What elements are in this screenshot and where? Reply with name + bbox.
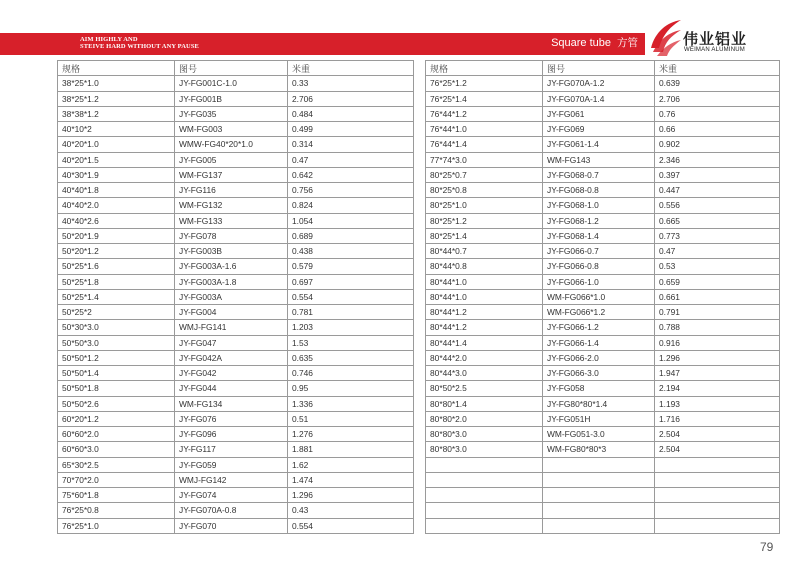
cell-part-number: WM-FG143: [543, 152, 655, 167]
cell-meter-weight: 0.665: [655, 213, 780, 228]
cell-spec: 50*25*1.8: [58, 274, 175, 289]
table-row: [58, 366, 414, 381]
cell-part-number: JY-FG068-0.7: [543, 167, 655, 182]
cell-meter-weight: 0.554: [288, 289, 414, 304]
cell-spec: [426, 488, 543, 503]
table-row: [58, 396, 414, 411]
cell-spec: 50*25*1.6: [58, 259, 175, 274]
table-row: [426, 335, 780, 350]
table-row: [58, 91, 414, 106]
table-row: [58, 320, 414, 335]
cell-spec: 76*44*1.4: [426, 137, 543, 152]
header-spec: 规格: [426, 61, 543, 76]
cell-part-number: JY-FG078: [175, 228, 288, 243]
table-row: [58, 411, 414, 426]
header-spec: 规格: [58, 61, 175, 76]
cell-meter-weight: 0.66: [655, 122, 780, 137]
page-number: 79: [760, 540, 774, 554]
cell-spec: 80*50*2.5: [426, 381, 543, 396]
cell-meter-weight: [655, 472, 780, 487]
cell-spec: 80*25*1.2: [426, 213, 543, 228]
table-row: [426, 320, 780, 335]
table-row: [426, 442, 780, 457]
slogan: [80, 36, 199, 50]
cell-meter-weight: 0.47: [288, 152, 414, 167]
cell-part-number: JY-FG003A-1.8: [175, 274, 288, 289]
cell-part-number: JY-FG068-1.2: [543, 213, 655, 228]
table-row: [426, 350, 780, 365]
cell-part-number: [543, 472, 655, 487]
cell-part-number: JY-FG070A-1.2: [543, 76, 655, 91]
cell-meter-weight: 1.53: [288, 335, 414, 350]
cell-part-number: JY-FG044: [175, 381, 288, 396]
table-row: [426, 137, 780, 152]
table-row: [58, 122, 414, 137]
cell-part-number: JY-FG035: [175, 106, 288, 121]
cell-meter-weight: 1.336: [288, 396, 414, 411]
cell-meter-weight: 0.43: [288, 503, 414, 518]
cell-spec: 76*25*1.2: [426, 76, 543, 91]
slogan-line-1: AIM HIGHLY AND: [80, 36, 138, 43]
cell-meter-weight: 2.194: [655, 381, 780, 396]
header-meter-weight: 米重: [288, 61, 414, 76]
cell-part-number: [543, 503, 655, 518]
cell-spec: 38*38*1.2: [58, 106, 175, 121]
table-row: [58, 198, 414, 213]
cell-spec: [426, 518, 543, 533]
cell-part-number: JY-FG068-1.4: [543, 228, 655, 243]
cell-spec: 80*44*1.0: [426, 289, 543, 304]
table-row: [426, 503, 780, 518]
cell-spec: 40*40*2.0: [58, 198, 175, 213]
cell-part-number: JY-FG061: [543, 106, 655, 121]
cell-meter-weight: 0.661: [655, 289, 780, 304]
cell-meter-weight: 0.438: [288, 244, 414, 259]
cell-meter-weight: 0.447: [655, 183, 780, 198]
cell-part-number: JY-FG004: [175, 305, 288, 320]
cell-part-number: WMJ-FG142: [175, 472, 288, 487]
cell-spec: [426, 457, 543, 472]
cell-meter-weight: 0.756: [288, 183, 414, 198]
cell-part-number: JY-FG042A: [175, 350, 288, 365]
cell-meter-weight: 1.296: [655, 350, 780, 365]
table-row: [426, 472, 780, 487]
cell-meter-weight: 0.902: [655, 137, 780, 152]
table-row: [426, 244, 780, 259]
cell-meter-weight: 1.193: [655, 396, 780, 411]
cell-meter-weight: 1.054: [288, 213, 414, 228]
cell-part-number: JY-FG001C-1.0: [175, 76, 288, 91]
cell-spec: 80*44*1.0: [426, 274, 543, 289]
cell-spec: 38*25*1.2: [58, 91, 175, 106]
cell-spec: 80*80*1.4: [426, 396, 543, 411]
cell-meter-weight: 0.579: [288, 259, 414, 274]
table-row: [426, 198, 780, 213]
cell-spec: 76*44*1.0: [426, 122, 543, 137]
cell-part-number: WM-FG134: [175, 396, 288, 411]
table-row: [426, 106, 780, 121]
cell-part-number: JY-FG80*80*1.4: [543, 396, 655, 411]
spec-table-right: [425, 60, 780, 534]
table-row: [426, 91, 780, 106]
cell-spec: 50*50*1.8: [58, 381, 175, 396]
table-body: [58, 76, 414, 534]
cell-part-number: JY-FG066-1.4: [543, 335, 655, 350]
table-row: [426, 457, 780, 472]
cell-part-number: JY-FG003A: [175, 289, 288, 304]
cell-part-number: JY-FG068-1.0: [543, 198, 655, 213]
cell-meter-weight: 1.276: [288, 427, 414, 442]
cell-spec: 77*74*3.0: [426, 152, 543, 167]
logo-swoosh-icon: [649, 18, 683, 58]
cell-meter-weight: [655, 518, 780, 533]
cell-part-number: JY-FG068-0.8: [543, 183, 655, 198]
cell-meter-weight: 0.642: [288, 167, 414, 182]
cell-meter-weight: 0.51: [288, 411, 414, 426]
header-part-number: 图号: [543, 61, 655, 76]
table-row: [426, 518, 780, 533]
cell-part-number: JY-FG076: [175, 411, 288, 426]
cell-meter-weight: 0.781: [288, 305, 414, 320]
table-row: [426, 488, 780, 503]
cell-meter-weight: 0.499: [288, 122, 414, 137]
cell-part-number: JY-FG096: [175, 427, 288, 442]
cell-spec: 40*30*1.9: [58, 167, 175, 182]
cell-meter-weight: 2.346: [655, 152, 780, 167]
table-row: [426, 76, 780, 91]
cell-spec: 80*80*3.0: [426, 427, 543, 442]
cell-part-number: JY-FG070A-0.8: [175, 503, 288, 518]
cell-meter-weight: 2.706: [288, 91, 414, 106]
cell-spec: 50*20*1.9: [58, 228, 175, 243]
slogan-line-2: STEIVE HARD WITHOUT ANY PAUSE: [80, 43, 199, 50]
cell-spec: 80*25*0.8: [426, 183, 543, 198]
cell-part-number: JY-FG051H: [543, 411, 655, 426]
cell-part-number: [543, 518, 655, 533]
brand-name-cn: 伟业铝业: [683, 30, 748, 48]
cell-spec: 76*44*1.2: [426, 106, 543, 121]
cell-spec: 60*60*2.0: [58, 427, 175, 442]
cell-meter-weight: 0.53: [655, 259, 780, 274]
table-row: [58, 183, 414, 198]
table-row: [426, 274, 780, 289]
cell-spec: 60*60*3.0: [58, 442, 175, 457]
table-row: [426, 396, 780, 411]
table-row: [58, 76, 414, 91]
cell-part-number: WM-FG066*1.2: [543, 305, 655, 320]
cell-meter-weight: 0.95: [288, 381, 414, 396]
cell-part-number: JY-FG066-1.2: [543, 320, 655, 335]
table-row: [58, 503, 414, 518]
cell-part-number: JY-FG003B: [175, 244, 288, 259]
cell-part-number: JY-FG042: [175, 366, 288, 381]
table-row: [58, 427, 414, 442]
cell-spec: 75*60*1.8: [58, 488, 175, 503]
cell-part-number: WMW-FG40*20*1.0: [175, 137, 288, 152]
table-row: [58, 488, 414, 503]
table-header-row: [58, 61, 414, 76]
cell-spec: 50*50*1.2: [58, 350, 175, 365]
cell-part-number: JY-FG070A-1.4: [543, 91, 655, 106]
cell-meter-weight: 0.47: [655, 244, 780, 259]
cell-part-number: JY-FG061-1.4: [543, 137, 655, 152]
table-body: [426, 76, 780, 534]
cell-meter-weight: 1.716: [655, 411, 780, 426]
cell-part-number: [543, 488, 655, 503]
category-title-zh: 方管: [617, 37, 638, 49]
cell-meter-weight: 0.397: [655, 167, 780, 182]
cell-part-number: WMJ-FG141: [175, 320, 288, 335]
table-row: [426, 213, 780, 228]
cell-meter-weight: 0.556: [655, 198, 780, 213]
cell-spec: 50*50*2.6: [58, 396, 175, 411]
cell-spec: 80*44*1.2: [426, 305, 543, 320]
cell-spec: 50*25*2: [58, 305, 175, 320]
cell-meter-weight: 0.33: [288, 76, 414, 91]
table-row: [426, 183, 780, 198]
cell-meter-weight: 0.746: [288, 366, 414, 381]
cell-spec: 80*44*0.8: [426, 259, 543, 274]
cell-meter-weight: 0.788: [655, 320, 780, 335]
table-row: [426, 366, 780, 381]
cell-spec: 80*25*1.4: [426, 228, 543, 243]
cell-part-number: WM-FG003: [175, 122, 288, 137]
cell-part-number: WM-FG066*1.0: [543, 289, 655, 304]
cell-spec: 38*25*1.0: [58, 76, 175, 91]
table-row: [426, 289, 780, 304]
table-row: [58, 305, 414, 320]
cell-meter-weight: 2.504: [655, 442, 780, 457]
cell-part-number: JY-FG066-0.8: [543, 259, 655, 274]
cell-meter-weight: 0.689: [288, 228, 414, 243]
cell-spec: 80*44*3.0: [426, 366, 543, 381]
cell-meter-weight: [655, 457, 780, 472]
cell-part-number: WM-FG133: [175, 213, 288, 228]
cell-spec: 40*40*2.6: [58, 213, 175, 228]
cell-spec: 76*25*0.8: [58, 503, 175, 518]
table-row: [58, 274, 414, 289]
cell-part-number: WM-FG051-3.0: [543, 427, 655, 442]
table-row: [58, 457, 414, 472]
cell-spec: 80*44*1.2: [426, 320, 543, 335]
table-row: [58, 244, 414, 259]
cell-part-number: JY-FG066-1.0: [543, 274, 655, 289]
cell-meter-weight: 1.881: [288, 442, 414, 457]
cell-part-number: JY-FG066-3.0: [543, 366, 655, 381]
category-title: [551, 35, 638, 50]
cell-meter-weight: 0.916: [655, 335, 780, 350]
table-row: [58, 472, 414, 487]
cell-part-number: JY-FG005: [175, 152, 288, 167]
cell-meter-weight: 0.554: [288, 518, 414, 533]
cell-meter-weight: 0.824: [288, 198, 414, 213]
table-row: [426, 228, 780, 243]
cell-meter-weight: 0.314: [288, 137, 414, 152]
cell-spec: 50*50*1.4: [58, 366, 175, 381]
cell-meter-weight: 0.635: [288, 350, 414, 365]
table-row: [58, 167, 414, 182]
table-row: [58, 289, 414, 304]
table-row: [426, 381, 780, 396]
table-row: [58, 152, 414, 167]
cell-spec: 40*10*2: [58, 122, 175, 137]
cell-meter-weight: 0.697: [288, 274, 414, 289]
table-row: [58, 228, 414, 243]
cell-spec: 40*20*1.5: [58, 152, 175, 167]
cell-spec: 70*70*2.0: [58, 472, 175, 487]
cell-meter-weight: [655, 488, 780, 503]
cell-part-number: JY-FG059: [175, 457, 288, 472]
cell-spec: 80*80*2.0: [426, 411, 543, 426]
cell-part-number: JY-FG074: [175, 488, 288, 503]
brand-name-en: WEIMAN ALUMINUM: [684, 47, 746, 53]
table-row: [426, 427, 780, 442]
cell-part-number: [543, 457, 655, 472]
cell-spec: 50*50*3.0: [58, 335, 175, 350]
cell-spec: 60*20*1.2: [58, 411, 175, 426]
cell-meter-weight: 0.484: [288, 106, 414, 121]
cell-spec: 80*25*1.0: [426, 198, 543, 213]
header-part-number: 图号: [175, 61, 288, 76]
table-row: [426, 122, 780, 137]
header-meter-weight: 米重: [655, 61, 780, 76]
cell-part-number: WM-FG132: [175, 198, 288, 213]
cell-meter-weight: 1.62: [288, 457, 414, 472]
cell-part-number: WM-FG137: [175, 167, 288, 182]
cell-spec: [426, 503, 543, 518]
cell-part-number: JY-FG003A-1.6: [175, 259, 288, 274]
spec-table-left: [57, 60, 414, 534]
cell-spec: 40*40*1.8: [58, 183, 175, 198]
table-row: [426, 152, 780, 167]
cell-spec: 80*25*0.7: [426, 167, 543, 182]
cell-part-number: JY-FG066-2.0: [543, 350, 655, 365]
cell-spec: 65*30*2.5: [58, 457, 175, 472]
cell-spec: 40*20*1.0: [58, 137, 175, 152]
table-row: [58, 518, 414, 533]
table-header-row: [426, 61, 780, 76]
cell-meter-weight: [655, 503, 780, 518]
cell-spec: 76*25*1.4: [426, 91, 543, 106]
cell-spec: 50*20*1.2: [58, 244, 175, 259]
cell-spec: 80*44*0.7: [426, 244, 543, 259]
table-row: [58, 335, 414, 350]
table-row: [58, 442, 414, 457]
table-row: [58, 350, 414, 365]
cell-part-number: JY-FG047: [175, 335, 288, 350]
table-row: [58, 259, 414, 274]
cell-meter-weight: 0.659: [655, 274, 780, 289]
table-row: [426, 259, 780, 274]
cell-meter-weight: 1.296: [288, 488, 414, 503]
cell-part-number: JY-FG069: [543, 122, 655, 137]
cell-spec: 76*25*1.0: [58, 518, 175, 533]
cell-meter-weight: 1.203: [288, 320, 414, 335]
cell-spec: 50*25*1.4: [58, 289, 175, 304]
table-row: [58, 137, 414, 152]
table-row: [58, 213, 414, 228]
cell-meter-weight: 0.639: [655, 76, 780, 91]
cell-spec: 50*30*3.0: [58, 320, 175, 335]
table-row: [426, 305, 780, 320]
cell-spec: 80*44*1.4: [426, 335, 543, 350]
cell-part-number: WM-FG80*80*3: [543, 442, 655, 457]
table-row: [426, 167, 780, 182]
cell-meter-weight: 1.474: [288, 472, 414, 487]
table-row: [58, 106, 414, 121]
cell-meter-weight: 2.706: [655, 91, 780, 106]
cell-spec: 80*80*3.0: [426, 442, 543, 457]
category-title-en: Square tube: [551, 37, 611, 49]
table-row: [426, 411, 780, 426]
cell-meter-weight: 0.791: [655, 305, 780, 320]
cell-part-number: JY-FG116: [175, 183, 288, 198]
cell-meter-weight: 0.773: [655, 228, 780, 243]
cell-meter-weight: 1.947: [655, 366, 780, 381]
cell-meter-weight: 0.76: [655, 106, 780, 121]
table-row: [58, 381, 414, 396]
cell-spec: 80*44*2.0: [426, 350, 543, 365]
cell-part-number: JY-FG117: [175, 442, 288, 457]
cell-part-number: JY-FG001B: [175, 91, 288, 106]
cell-meter-weight: 2.504: [655, 427, 780, 442]
cell-part-number: JY-FG058: [543, 381, 655, 396]
cell-spec: [426, 472, 543, 487]
cell-part-number: JY-FG070: [175, 518, 288, 533]
cell-part-number: JY-FG066-0.7: [543, 244, 655, 259]
